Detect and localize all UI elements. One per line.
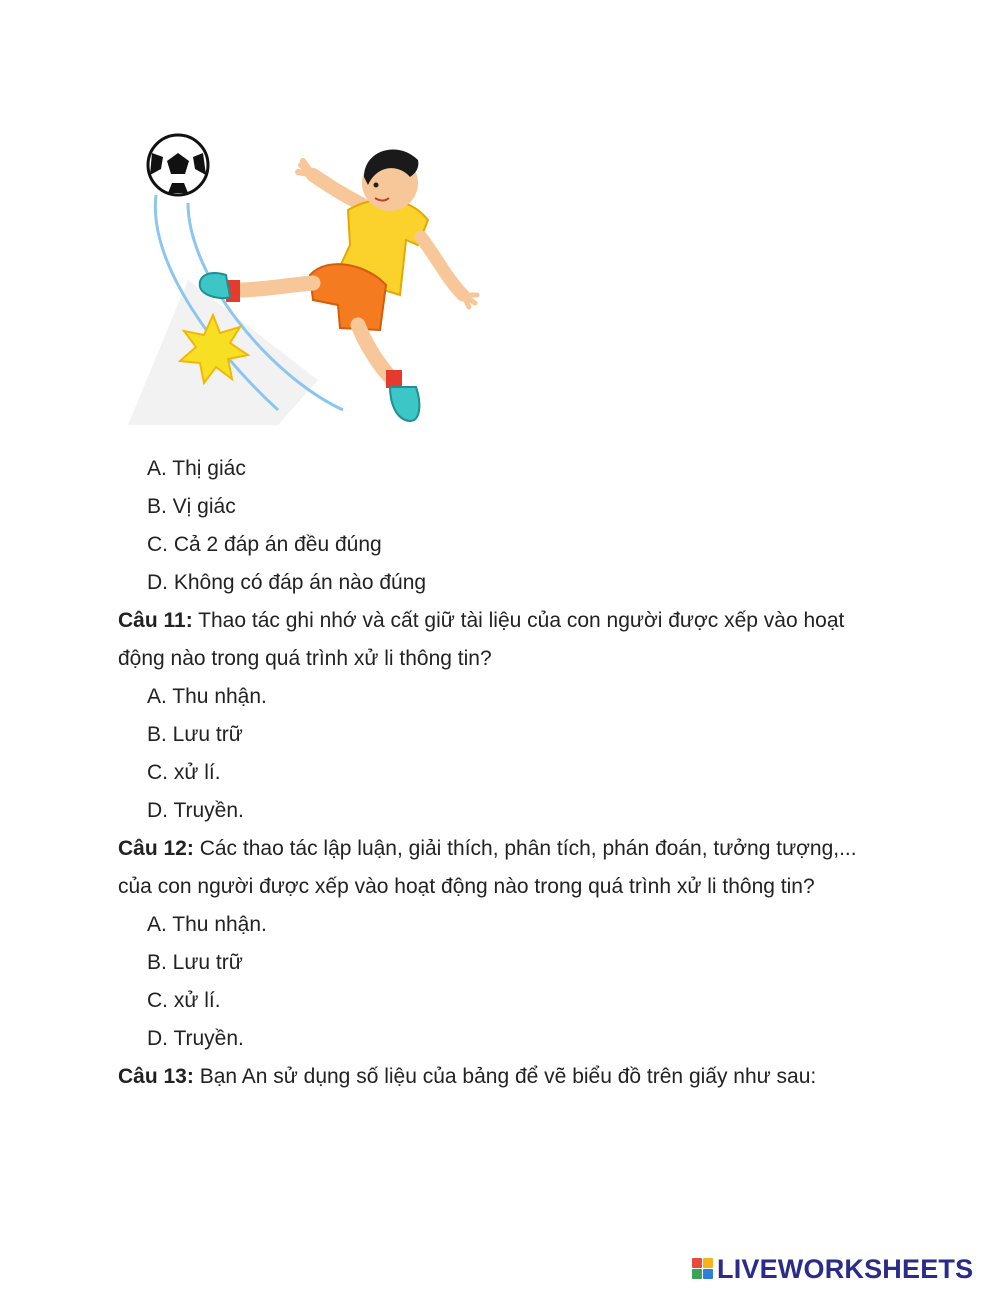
boy-kicking-ball-illustration [128,125,498,435]
liveworksheets-logo[interactable] [692,1251,973,1287]
q10-option-a: A. Thị giác [147,457,246,480]
q11-option-a: A. Thu nhận. [147,685,267,708]
q12-option-a: A. Thu nhận. [147,913,267,936]
liveworksheets-logo-icon [692,1258,714,1280]
q12-option-b: B. Lưu trữ [147,951,243,974]
question-12 [118,830,918,868]
question-13-label: Câu 13: [118,1065,194,1088]
q10-option-d: D. Không có đáp án nào đúng [147,571,427,594]
question-12-text-line2: của con người được xếp vào hoạt động nào trong quá trình xử li thông tin? [118,875,815,898]
worksheet-content [118,450,918,1096]
question-11-text-line2: động nào trong quá trình xử li thông tin? [118,647,492,670]
question-11-label: Câu 11: [118,609,193,632]
q11-option-b: B. Lưu trữ [147,723,243,746]
liveworksheets-logo-text: LIVEWORKSHEETS [717,1253,974,1284]
q12-option-c: C. xử lí. [147,989,221,1012]
question-11 [118,602,918,640]
question-11-text-line1: Thao tác ghi nhớ và cất giữ tài liệu của con người được xếp vào hoạt [192,609,845,632]
q10-option-c: C. Cả 2 đáp án đều đúng [147,533,382,556]
q11-option-d: D. Truyền. [147,799,244,822]
q11-option-c: C. xử lí. [147,761,221,784]
q12-option-d: D. Truyền. [147,1027,244,1050]
question-12-label: Câu 12: [118,837,194,860]
q10-option-b: B. Vị giác [147,495,236,518]
question-13-text-line1: Bạn An sử dụng số liệu của bảng để vẽ biểu đồ trên giấy như sau: [193,1065,817,1088]
question-12-text-line1: Các thao tác lập luận, giải thích, phân tích, phán đoán, tưởng tượng,... [193,837,857,860]
question-13 [118,1058,918,1096]
